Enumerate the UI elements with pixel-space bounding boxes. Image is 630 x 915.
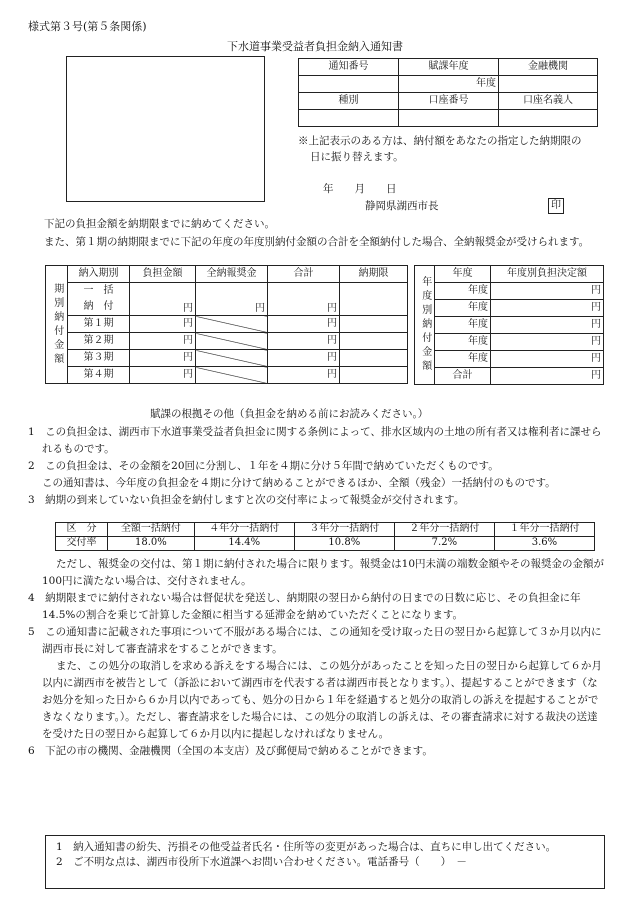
table-row: 年度 円 xyxy=(415,283,604,300)
table-row: 年度 円 xyxy=(415,334,604,351)
assess-year-cell: 年度 xyxy=(399,76,499,93)
rate-table: 区 分 全額一括納付 ４年分一括納付 ３年分一括納付 ２年分一括納付 １年分一括納付 交付率 18.0% 14.4% 10.8% 7.2% 3.6% xyxy=(55,522,595,551)
payment-header-deadline: 納期限 xyxy=(340,266,408,283)
table-row: 年度 円 xyxy=(415,317,604,334)
payment-header-amount: 負担金額 xyxy=(130,266,196,283)
table-row: 第２期 円 円 xyxy=(46,333,408,350)
notice-number-cell xyxy=(299,76,399,93)
basis-paragraphs xyxy=(28,424,606,509)
paragraph-2b: この通知書は、今年度の負担金を４期に分けて納めることができるほか、全額（残金）一括納付のものです。 xyxy=(42,477,556,489)
date-line: 年 月 日 xyxy=(323,183,397,195)
yearly-side-label: 年度別納付金額 xyxy=(415,266,435,385)
seal-mark: 印 xyxy=(548,198,564,214)
bank-header: 金融機関 xyxy=(499,59,598,76)
paragraph-2: 2 この負担金は、その金額を20回に分割し、１年を４期に分け５年間で納めていただくものです。 xyxy=(28,460,499,472)
document-title: 下水道事業受益者負担金納入通知書 xyxy=(227,40,403,53)
account-number-header: 口座番号 xyxy=(399,93,499,110)
table-row: 第４期 円 円 xyxy=(46,367,408,384)
table-row: 交付率 18.0% 14.4% 10.8% 7.2% 3.6% xyxy=(56,537,595,551)
lump-amount: 円 xyxy=(130,283,196,316)
table-row: 第３期 円 円 xyxy=(46,350,408,367)
assess-year-header: 賦課年度 xyxy=(399,59,499,76)
basis-paragraphs-2 xyxy=(28,556,606,760)
paragraph-6: 6 下記の市の機関、金融機関（全国の本支店）及び郵便局で納めることができます。 xyxy=(28,745,433,757)
payment-header-total: 合計 xyxy=(268,266,340,283)
notes-box xyxy=(45,835,605,889)
lump-total: 円 xyxy=(268,283,340,316)
table-row: 年度 円 xyxy=(415,300,604,317)
table-row: 第１期 円 円 xyxy=(46,316,408,333)
lump-sum-label: 一 括 納 付 xyxy=(68,283,130,316)
paragraph-5: 5 この通知書に記載された事項について不服がある場合には、この通知を受け取った日の翌日から起算して３か月以内に湖西市長に対して審査請求をすることができます。 xyxy=(28,626,602,655)
intro-line-1: 下記の負担金額を納期限までに納めてください。 xyxy=(44,218,275,230)
lump-reward: 円 xyxy=(196,283,268,316)
note-1: 1 納入通知書の紛失、汚損その他受益者氏名・住所等の変更があった場合は、直ちに申し出てください。 xyxy=(56,841,557,853)
form-number: 様式第３号(第５条関係) xyxy=(28,20,147,33)
account-holder-cell xyxy=(499,110,598,127)
payment-table xyxy=(45,265,408,384)
paragraph-3b: ただし、報奨金の交付は、第１期に納付された場合に限ります。報奨金は10円未満の端数金額やその報奨金の金額が100円に満たない場合は、交付されません。 xyxy=(42,558,605,587)
intro-line-2: また、第１期の納期限までに下記の年度の年度別納付金額の合計を全額納付した場合、全納報奨金が受けられます。 xyxy=(44,236,590,248)
address-box xyxy=(66,56,265,202)
payment-side-label: 期別納付金額 xyxy=(46,266,68,384)
bank-cell xyxy=(499,76,598,93)
table-row: 年度 円 xyxy=(415,351,604,368)
payment-header-reward: 全納報奨金 xyxy=(196,266,268,283)
table-row: 合計 円 xyxy=(415,368,604,385)
paragraph-1: 1 この負担金は、湖西市下水道事業受益者負担金に関する条例によって、排水区域内の土地の所有者又は権利者に課せられるものです。 xyxy=(28,426,602,455)
yearly-header-amount: 年度別負担決定額 xyxy=(491,266,604,283)
note-2: 2 ご不明な点は、湖西市役所下水道課へお問い合わせください。電話番号（ ） － xyxy=(56,856,467,868)
transfer-note: ※上記表示のある方は、納付額をあなたの指定した納期限の日に振り替えます。 xyxy=(298,135,582,163)
payment-header-period: 納入期別 xyxy=(68,266,130,283)
notice-number-header: 通知番号 xyxy=(299,59,399,76)
lump-deadline xyxy=(340,283,408,316)
paragraph-3: 3 納期の到来していない負担金を納付しますと次の交付率によって報奨金が交付されます。 xyxy=(28,494,465,506)
type-cell xyxy=(299,110,399,127)
basis-heading: 賦課の根拠その他（負担金を納める前にお読みください。） xyxy=(150,408,429,420)
yearly-header-year: 年度 xyxy=(435,266,491,283)
paragraph-5b: また、この処分の取消しを求める訴えをする場合には、この処分があったことを知った日の翌日から起算して６か月以内に湖西市を被告として（訴訟において湖西市を代表する者は湖西市長となります。）、提起することができます（なお処分を知った日から６か月以内であっても、処分の日から１年を経過すると処分の取消しの訴えを提起することができなくなります。）。ただし、審査請求をした場合には、この処分の取消しの訴えは、その審査請求に対する裁決の送達を受けた日の翌日から起算して６か月以内に提起しなければなりません。 xyxy=(42,660,602,740)
issuer-name: 静岡県湖西市長 xyxy=(365,200,439,212)
account-number-cell xyxy=(399,110,499,127)
account-holder-header: 口座名義人 xyxy=(499,93,598,110)
yearly-table xyxy=(414,265,604,385)
type-header: 種別 xyxy=(299,93,399,110)
account-table xyxy=(298,58,598,127)
paragraph-4: 4 納期限までに納付されない場合は督促状を発送し、納期限の翌日から納付の日までの日数に応じ、その負担金に年14.5%の割合を乗じて計算した金額に相当する延滞金を納めていただくことになります。 xyxy=(28,592,581,621)
